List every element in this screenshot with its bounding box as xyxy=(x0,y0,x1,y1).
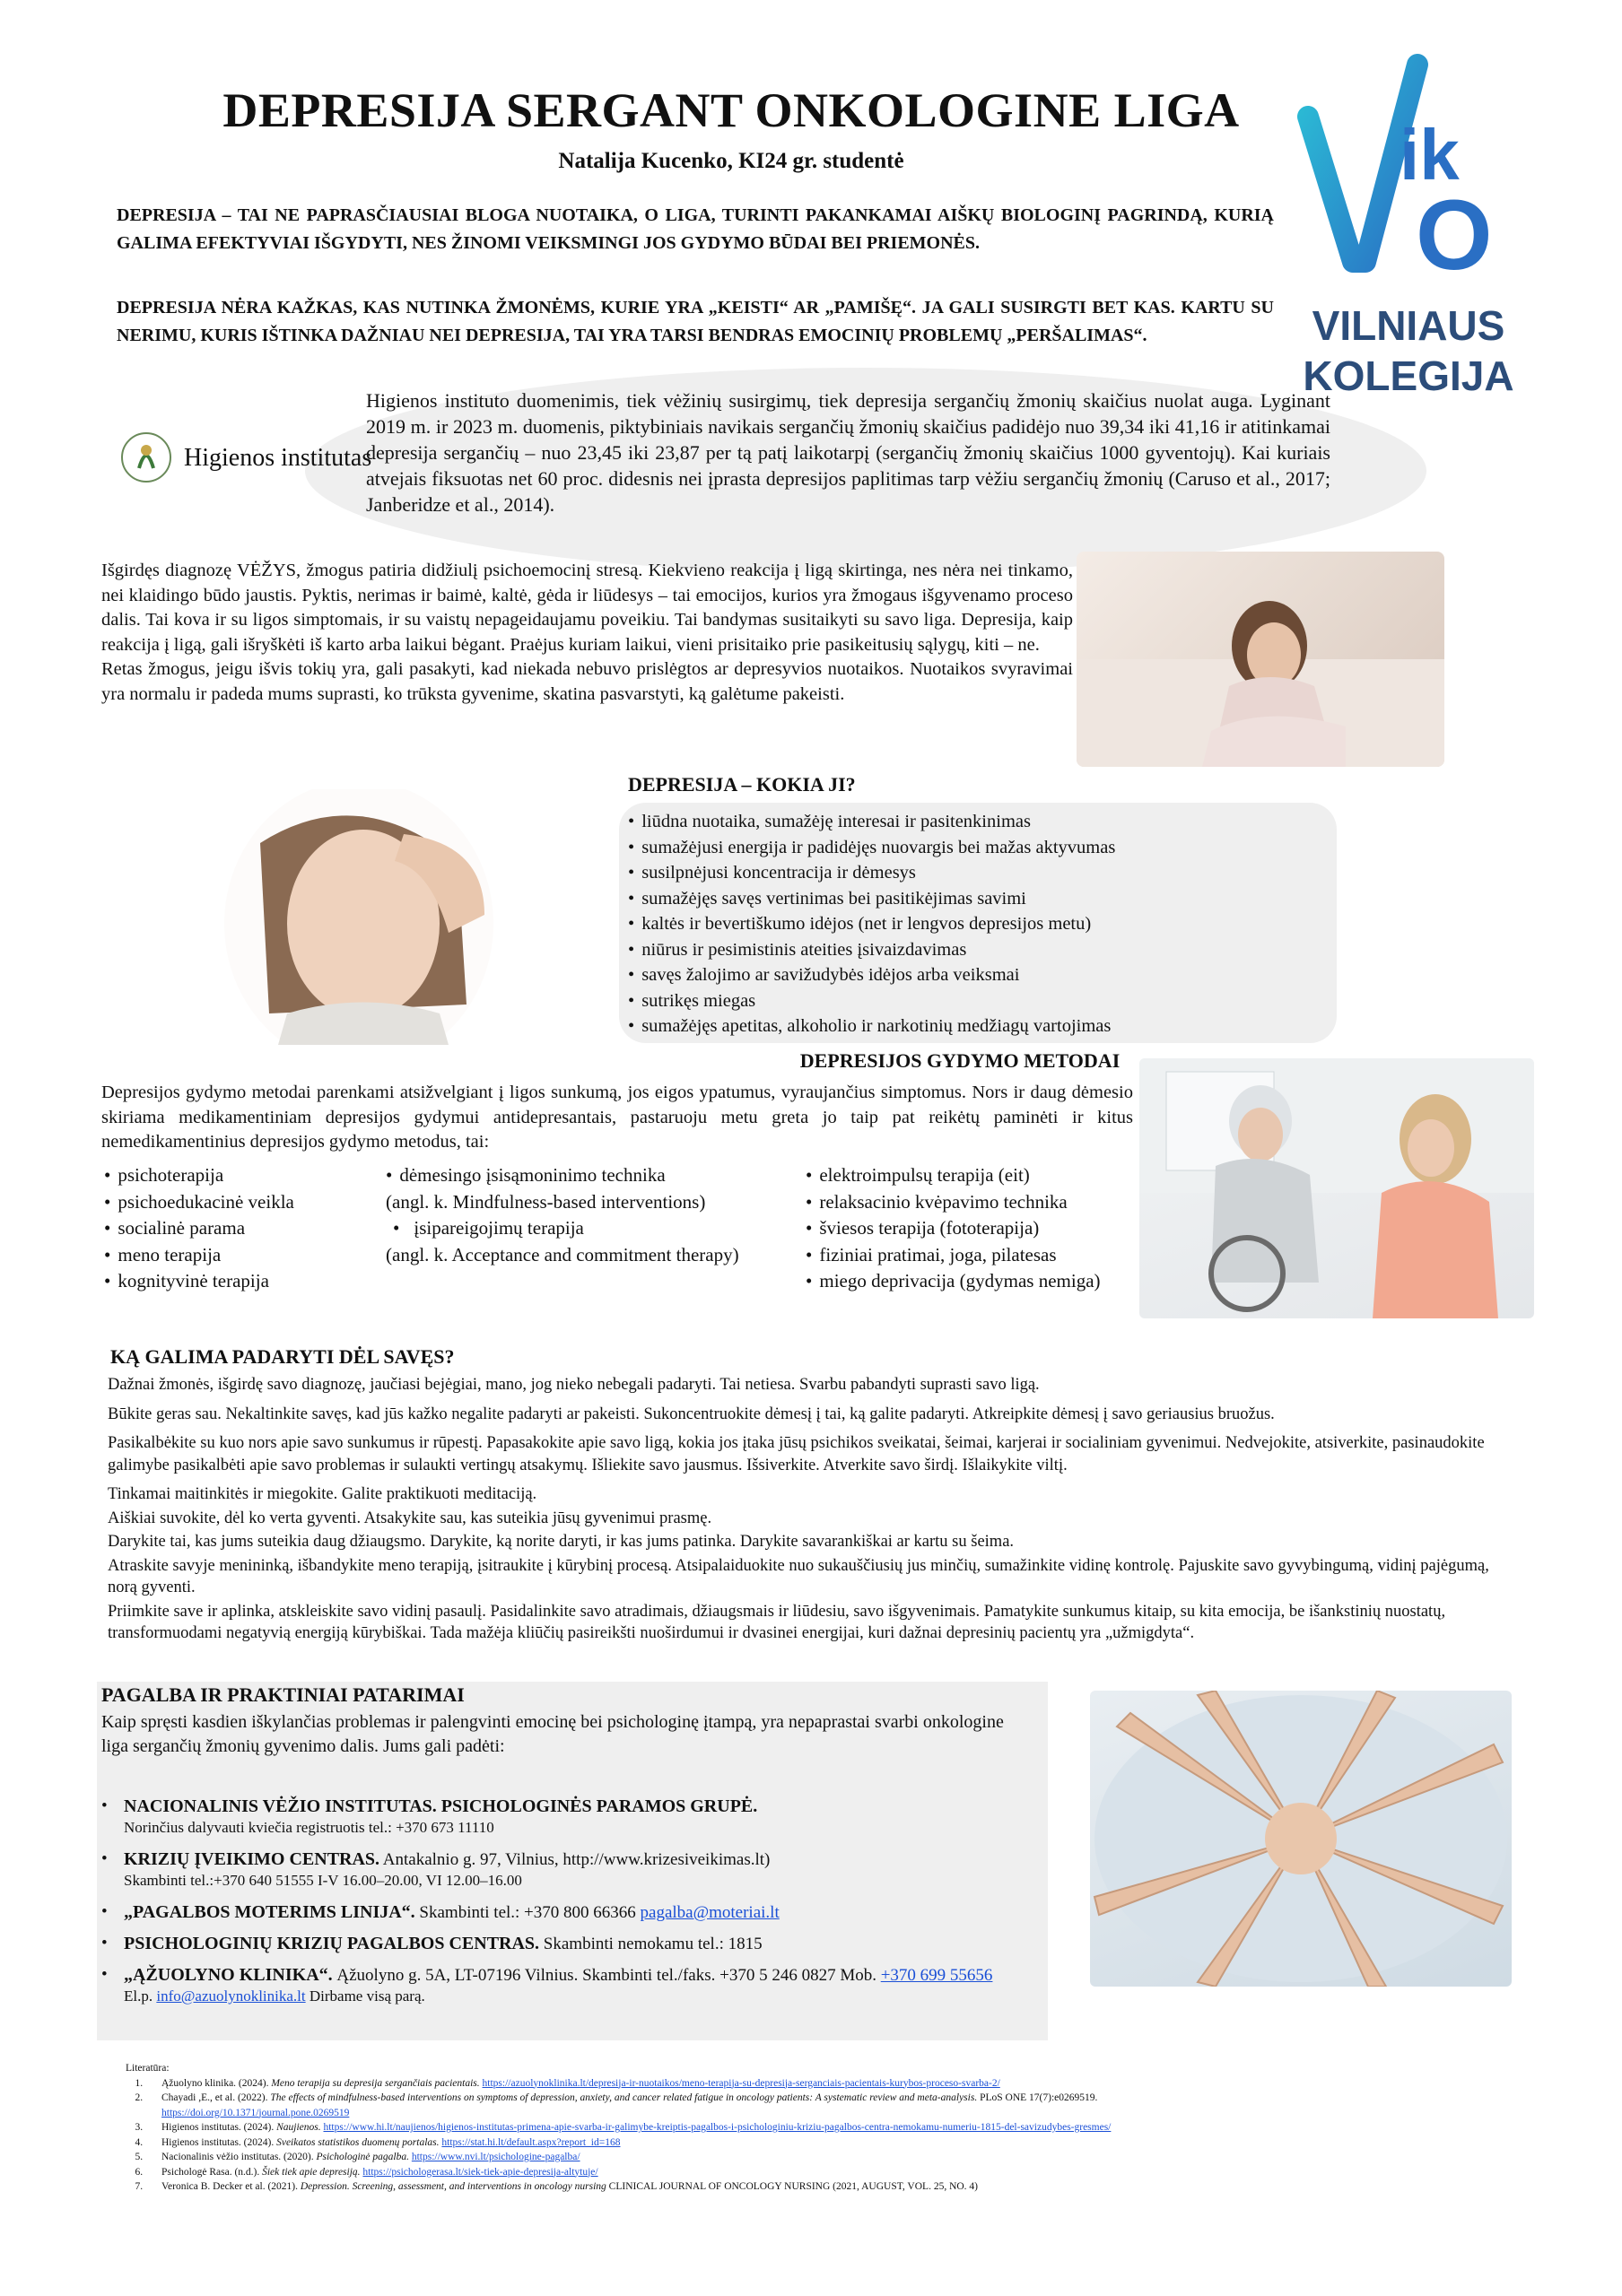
help-item: • KRIZIŲ ĮVEIKIMO CENTRAS. Antakalnio g. 97, Vilnius, http://www.krizesiveikimas.lt) Skambinti tel.:+370 640 51555 I-V 16.00–20.00, VI 12.00–16.00 xyxy=(101,1849,1052,1892)
help-item-detail: Norinčius dalyvauti kviečia registruotis tel.: +370 673 11110 xyxy=(124,1819,494,1836)
help-item: • „ĄŽUOLYNO KLINIKA“. Ąžuolyno g. 5A, LT-07196 Vilnius. Skambinti tel./faks. +370 5 246 0827 Mob. +370 699 55656 El.p. info@azuolynoklinika.lt Dirbame visą parą. xyxy=(101,1965,1052,2007)
list-item: • sumažėjusi energija ir padidėjęs nuovargis bei mažas aktyvumas xyxy=(628,835,1328,861)
reference xyxy=(145,2076,1579,2092)
self-help-heading: KĄ GALIMA PADARYTI DĖL SAVĘS? xyxy=(110,1345,455,1368)
reference xyxy=(145,2091,1579,2120)
reference-title: The effects of mindfulness-based interventions on symptoms of depression, anxiety, and cancer related fatigue in oncology patients: A systematic review and meta-analysis. xyxy=(270,2092,981,2103)
logo-line-1: VILNIAUS xyxy=(1312,302,1505,349)
definition-paragraph: DEPRESIJA – TAI NE PAPRASČIAUSIAI BLOGA NUOTAIKA, O LIGA, TURINTI PAKANKAMAI AIŠKŲ BIOLOGINĮ PAGRINDĄ, KURIĄ GALIMA EFEKTYVIAI IŠGYDYTI, NES ŽINOMI VEIKSMINGI JOS GYDYMO BŪDAI BEI PRIEMONĖS. xyxy=(117,205,1274,253)
treatment-column-1 xyxy=(104,1162,391,1295)
symptoms-heading: DEPRESIJA – KOKIA JI? xyxy=(628,773,856,796)
reference xyxy=(145,2135,1579,2151)
help-item-name: PSICHOLOGINIŲ KRIZIŲ PAGALBOS CENTRAS. xyxy=(124,1934,540,1953)
help-item: • NACIONALINIS VĖŽIO INSTITUTAS. PSICHOLOGINĖS PARAMOS GRUPĖ. Norinčius dalyvauti kviečia registruotis tel.: +370 673 11110 xyxy=(101,1796,1052,1839)
intro-text xyxy=(101,559,1073,707)
self-help-paragraph: Pasikalbėkite su kuo nors apie savo sunkumus ir rūpestį. Papasakokite apie savo ligą, kokia jos įtaka jūsų psichikos sveikatai, šeimai, karjerai ir socialiniam gyvenimui. Nedvejokite, atsiverkite, pasinaudokite galimybe pasikalbėti apie savo problemas ir sulaukti vertingų atsakymų. Išliekite savo jausmus. Išsiverkite. Atverkite savo širdį. Išlaikykite viltį. xyxy=(108,1434,1485,1474)
reference xyxy=(145,2150,1579,2165)
help-item-hours: Dirbame visą parą. xyxy=(305,1987,425,2005)
self-help-paragraph: Atraskite savyje menininką, išbandykite meno terapiją, įsitraukite į kūrybinį procesą. Atsipalaiduokite nuo sukauščiusių jus minčių, sumažinkite vidinę kontrolę. Pajuskite savo gyvybingumą, vidinį pajėgumą, norą gyventi. xyxy=(108,1556,1489,1596)
list-item-note: (angl. k. Mindfulness-based interventions) xyxy=(386,1190,706,1213)
reference xyxy=(145,2120,1579,2135)
help-item-detail: Skambinti tel.:+370 640 51555 I-V 16.00–20.00, VI 12.00–16.00 xyxy=(124,1872,522,1889)
email-prefix: El.p. xyxy=(124,1987,157,2005)
reference-source: PLoS ONE 17(7):e0269519. xyxy=(980,2092,1098,2103)
intro-paragraph-1: Išgirdęs diagnozę VĖŽYS, žmogus patiria didžiulį psichoemocinį stresą. Kiekvieno reakcija į ligą skirtinga, nes nėra nei tinkamo, nei klaidingo būdo jaustis. Pyktis, nerimas ir baimė, kaltė, gėda ir liūdesys – tai emocijos, kurios yra žmogaus išgyvenamo proceso dalis. Tai kova ir su ligos simptomais, ir su vaistų nepageidaujamu poveikiu. Tai bandymas susitaikyti su savo liga. Depresija, kaip reakcija į ligą, gali išryškėti iš karto arba laikui bėgant. Praėjus kuriam laikui, vieni prisitaiko prie pasikeitusių sąlygų, kiti – ne. xyxy=(101,561,1073,655)
self-help-paragraph: Būkite geras sau. Nekaltinkite savęs, kad jūs kažko negalite padaryti ar pakeisti. Sukoncentruokite dėmesį į tai, ką galite padaryti. Atkreipkite dėmesį į savo geriausius bruožus. xyxy=(108,1405,1275,1423)
help-item-phone: Skambinti nemokamu tel.: 1815 xyxy=(539,1935,763,1953)
reference-link[interactable]: https://psichologerasa.lt/siek-tiek-apie-depresija-altytuje/ xyxy=(362,2166,598,2178)
list-item: • relaksacinio kvėpavimo technika xyxy=(806,1189,1129,1216)
self-help-paragraph: Darykite tai, kas jums suteikia daug džiaugsmo. Darykite, ką norite daryti, ir kas jums patinka. Darykite savarankiškai ar kartu su šeima. xyxy=(108,1533,1015,1551)
reference-title: Naujienos. xyxy=(276,2122,324,2133)
help-intro: Kaip spręsti kasdien iškylančias problemas ir palengvinti emocinę bei psichologinę įtampą, yra nepaprastai svarbi onkologine liga sergančių žmonių gyvenimo dalis. Jums gali padėti: xyxy=(101,1712,1004,1756)
reference xyxy=(145,2165,1579,2180)
list-item: • sumažėjęs savęs vertinimas bei pasitikėjimas savimi xyxy=(628,886,1328,912)
help-item-name: KRIZIŲ ĮVEIKIMO CENTRAS. xyxy=(124,1849,380,1869)
list-item: • socialinė parama xyxy=(104,1215,391,1242)
list-item: • niūrus ir pesimistinis ateities įsivaizdavimas xyxy=(628,937,1328,963)
list-item: • dėmesingo įsisąmoninimo technika xyxy=(386,1162,785,1189)
list-item-note: (angl. k. Acceptance and commitment therapy) xyxy=(386,1243,739,1265)
reference-title: Depression. Screening, assessment, and interventions in oncology nursing xyxy=(300,2181,609,2192)
email-link[interactable]: info@azuolynoklinika.lt xyxy=(156,1987,306,2005)
self-help-paragraph: Priimkite save ir aplinka, atskleiskite savo vidinį pasaulį. Pasidalinkite savo atradimais, džiaugsmais ir liūdesiu, savo išgyvenimais. Pamatykite sunkumus kitaip, su kita emocija, be išankstinių nuostatų, transformuodami negatyvią energiją kūrybiškai. Tada mažėja kliūčių pasireikšti nuoširdumui ir dvasinei energijai, kuri dažnai depresinių pacientų yra „užmigdyta“. xyxy=(108,1602,1446,1642)
reference-author: Nacionalinis vėžio institutas. (2020). xyxy=(161,2152,317,2162)
reference-title: Sveikatos statistikos duomenų portalas. xyxy=(276,2136,442,2148)
higienos-institutas-label: Higienos institutas xyxy=(184,444,372,472)
list-item: • kognityvinė terapija xyxy=(104,1268,391,1295)
list-item: • psichoterapija xyxy=(104,1162,391,1189)
reference-author: Higienos institutas. (2024). xyxy=(161,2122,277,2133)
reference-author: Higienos institutas. (2024). xyxy=(161,2136,277,2148)
reference-link[interactable]: https://www.hi.lt/naujienos/higienos-institutas-primena-apie-svarba-ir-galimybe-kreiptis-pagalbos-i-psichologiniu-kriziu-pagalbos-centra-nemokamu-numeriu-1815-del-savizudybes-gresmes/ xyxy=(323,2122,1112,2133)
help-heading: PAGALBA IR PRAKTINIAI PATARIMAI xyxy=(101,1683,465,1706)
intro-paragraph-2: Retas žmogus, jeigu išvis tokių yra, gali pasakyti, kad niekada nebuvo prislėgtos ar depresyvios nuotaikos. Nuotaikos svyravimai yra normalu ir padeda mums suprasti, ko trūksta gyvenime, skatina pasvarstyti, ką galėtume pakeisti. xyxy=(101,659,1073,704)
reference-link[interactable]: https://doi.org/10.1371/journal.pone.0269519 xyxy=(161,2107,350,2118)
self-help-paragraph: Dažnai žmonės, išgirdę savo diagnozę, jaučiasi bejėgiai, mano, jog nieko nebegali padaryti. Tai netiesa. Svarbu pabandyti suprasti savo ligą. xyxy=(108,1376,1040,1394)
help-item-address: Antakalnio g. 97, Vilnius, http://www.krizesiveikimas.lt) xyxy=(379,1850,771,1869)
literature-heading: Literatūra: xyxy=(126,2063,170,2074)
self-help-paragraph: Aiškiai suvokite, dėl ko verta gyventi. Atsakykite sau, kas suteikia jūsų gyvenimui prasmę. xyxy=(108,1509,712,1527)
statistics-paragraph: Higienos instituto duomenimis, tiek vėžinių susirgimų, tiek depresija sergančių žmonių skaičius nuolat auga. Lyginant 2019 m. ir 2023 m. duomenis, piktybiniais navikais sergančių žmonių skaičius padidėjo nuo 39,34 iki 41,16 ir atitinkamai depresija sergančių – nuo 23,45 iki 23,87 per tą patį laikotarpį (sergančių žmonių skaičius 1000 gyventojų). Kai kuriais atvejais fiksuotas net 60 proc. didesnis nei įprasta depresijos paplitimas tarp vėžiu sergančių žmonių (Caruso et al., 2017; Janberidze et al., 2014). xyxy=(366,389,1330,516)
reference-author: Chayadi ,E., et al. (2022). xyxy=(161,2092,271,2103)
poster-title: DEPRESIJA SERGANT ONKOLOGINE LIGA xyxy=(222,83,1240,137)
help-item-detail xyxy=(124,1986,1052,2007)
treatment-intro: Depresijos gydymo metodai parenkami atsižvelgiant į ligos sunkumą, jos eigos ypatumus, vyraujančius simptomus. Nors ir daug dėmesio skiriama medikamentiniam depresijos gydymui antidepresantais, pastaruoju metu greta jo taip pat reikėtų paminėti ir kitus nemedikamentinius depresijos gydymo metodus, tai: xyxy=(101,1083,1133,1152)
reference-source: CLINICAL JOURNAL OF ONCOLOGY NURSING (2021, AUGUST, VOL. 25, NO. 4) xyxy=(608,2181,979,2192)
treatment-heading: DEPRESIJOS GYDYMO METODAI xyxy=(799,1049,1121,1072)
self-help-text xyxy=(108,1374,1507,1652)
email-link[interactable]: pagalba@moteriai.lt xyxy=(640,1903,780,1922)
list-item: • sutrikęs miegas xyxy=(628,988,1328,1014)
help-item-address: Ąžuolyno g. 5A, LT-07196 Vilnius. Skambinti tel./faks. +370 5 246 0827 Mob. xyxy=(332,1966,881,1985)
help-item-name: „ĄŽUOLYNO KLINIKA“. xyxy=(124,1965,333,1985)
reference-author: Ąžuolyno klinika. (2024). xyxy=(161,2077,272,2089)
logo-letters-ik: ik xyxy=(1400,115,1460,195)
list-item: • įsipareigojimų terapija xyxy=(393,1217,584,1239)
reference-author: Veronica B. Decker et al. (2021). xyxy=(161,2181,301,2192)
list-item: • šviesos terapija (fototerapija) xyxy=(806,1215,1129,1242)
reference-title: Psichologinė pagalba. xyxy=(316,2152,412,2162)
viko-logo-mark xyxy=(1283,54,1534,296)
reference-link[interactable]: https://www.nvi.lt/psichologine-pagalba/ xyxy=(411,2152,580,2162)
photo-woman-hand-on-head xyxy=(108,789,606,1045)
vilniaus-kolegija-logo xyxy=(1283,54,1534,399)
help-item: • PSICHOLOGINIŲ KRIZIŲ PAGALBOS CENTRAS. Skambinti nemokamu tel.: 1815 xyxy=(101,1934,763,1953)
reference-title: Meno terapija su depresija sergančiais pacientais. xyxy=(271,2077,483,2089)
photo-patient-and-caregiver xyxy=(1139,1058,1534,1318)
list-item: • kaltės ir bevertiškumo idėjos (net ir lengvos depresijos metu) xyxy=(628,911,1328,937)
list-item: • savęs žalojimo ar savižudybės idėjos arba veiksmai xyxy=(628,962,1328,988)
help-list xyxy=(101,1796,1052,2018)
treatment-column-2 xyxy=(386,1162,785,1268)
author: Natalija Kucenko, KI24 gr. studentė xyxy=(558,149,904,173)
literature-list xyxy=(126,2076,1579,2195)
reference-link[interactable]: https://stat.hi.lt/default.aspx?report_id=168 xyxy=(441,2136,621,2148)
help-item-name: „PAGALBOS MOTERIMS LINIJA“. xyxy=(124,1902,415,1922)
self-help-paragraph: Tinkamai maitinkitės ir miegokite. Galite praktikuoti meditaciją. xyxy=(108,1485,537,1503)
list-item: • susilpnėjusi koncentracija ir dėmesys xyxy=(628,860,1328,886)
definition-paragraph-2: DEPRESIJA NĖRA KAŽKAS, KAS NUTINKA ŽMONĖMS, KURIE YRA „KEISTI“ AR „PAMIŠĘ“. JA GALI SUSIRGTI BET KAS. KARTU SU NERIMU, KURIS IŠTINKA DAŽNIAU NEI DEPRESIJA, TAI YRA TARSI BENDRAS EMOCINIŲ PROBLEMŲ „PERŠALIMAS“. xyxy=(117,298,1274,345)
list-item: • meno terapija xyxy=(104,1242,391,1269)
help-item-name: NACIONALINIS VĖŽIO INSTITUTAS. PSICHOLOGINĖS PARAMOS GRUPĖ. xyxy=(124,1796,758,1816)
list-item: • liūdna nuotaika, sumažėję interesai ir pasitenkinimas xyxy=(628,809,1328,835)
reference xyxy=(145,2179,1579,2195)
list-item-text: įsipareigojimų terapija xyxy=(414,1217,584,1239)
symptoms-list xyxy=(628,809,1328,1039)
list-item: • psichoedukacinė veikla xyxy=(104,1189,391,1216)
help-item: • „PAGALBOS MOTERIMS LINIJA“. Skambinti tel.: +370 800 66366 pagalba@moteriai.lt xyxy=(101,1902,780,1922)
literature xyxy=(126,2061,1579,2195)
treatment-column-3 xyxy=(806,1162,1129,1295)
list-item: • fiziniai pratimai, joga, pilatesas xyxy=(806,1242,1129,1269)
list-item: • sumažėjęs apetitas, alkoholio ir narkotinių medžiagų vartojimas xyxy=(628,1013,1328,1039)
phone-link[interactable]: +370 699 55656 xyxy=(880,1966,993,1985)
reference-link[interactable]: https://azuolynoklinika.lt/depresija-ir-nuotaikos/meno-terapija-su-depresija-serganciais-pacientais-kurybos-proceso-svarba-2/ xyxy=(482,2077,1000,2089)
logo-letter-o: O xyxy=(1416,180,1493,291)
higienos-institutas-icon xyxy=(119,430,173,489)
reference-author: Psichologė Rasa. (n.d.). xyxy=(161,2166,263,2178)
list-item: • miego deprivacija (gydymas nemiga) xyxy=(806,1268,1129,1295)
photo-joined-hands xyxy=(1090,1691,1512,1987)
logo-line-2: KOLEGIJA xyxy=(1303,352,1514,399)
list-item: • elektroimpulsų terapija (eit) xyxy=(806,1162,1129,1189)
help-item-phone: Skambinti tel.: +370 800 66366 xyxy=(414,1903,641,1922)
reference-title: Šiek tiek apie depresiją. xyxy=(262,2166,363,2178)
photo-sad-woman-sitting xyxy=(1077,552,1444,767)
